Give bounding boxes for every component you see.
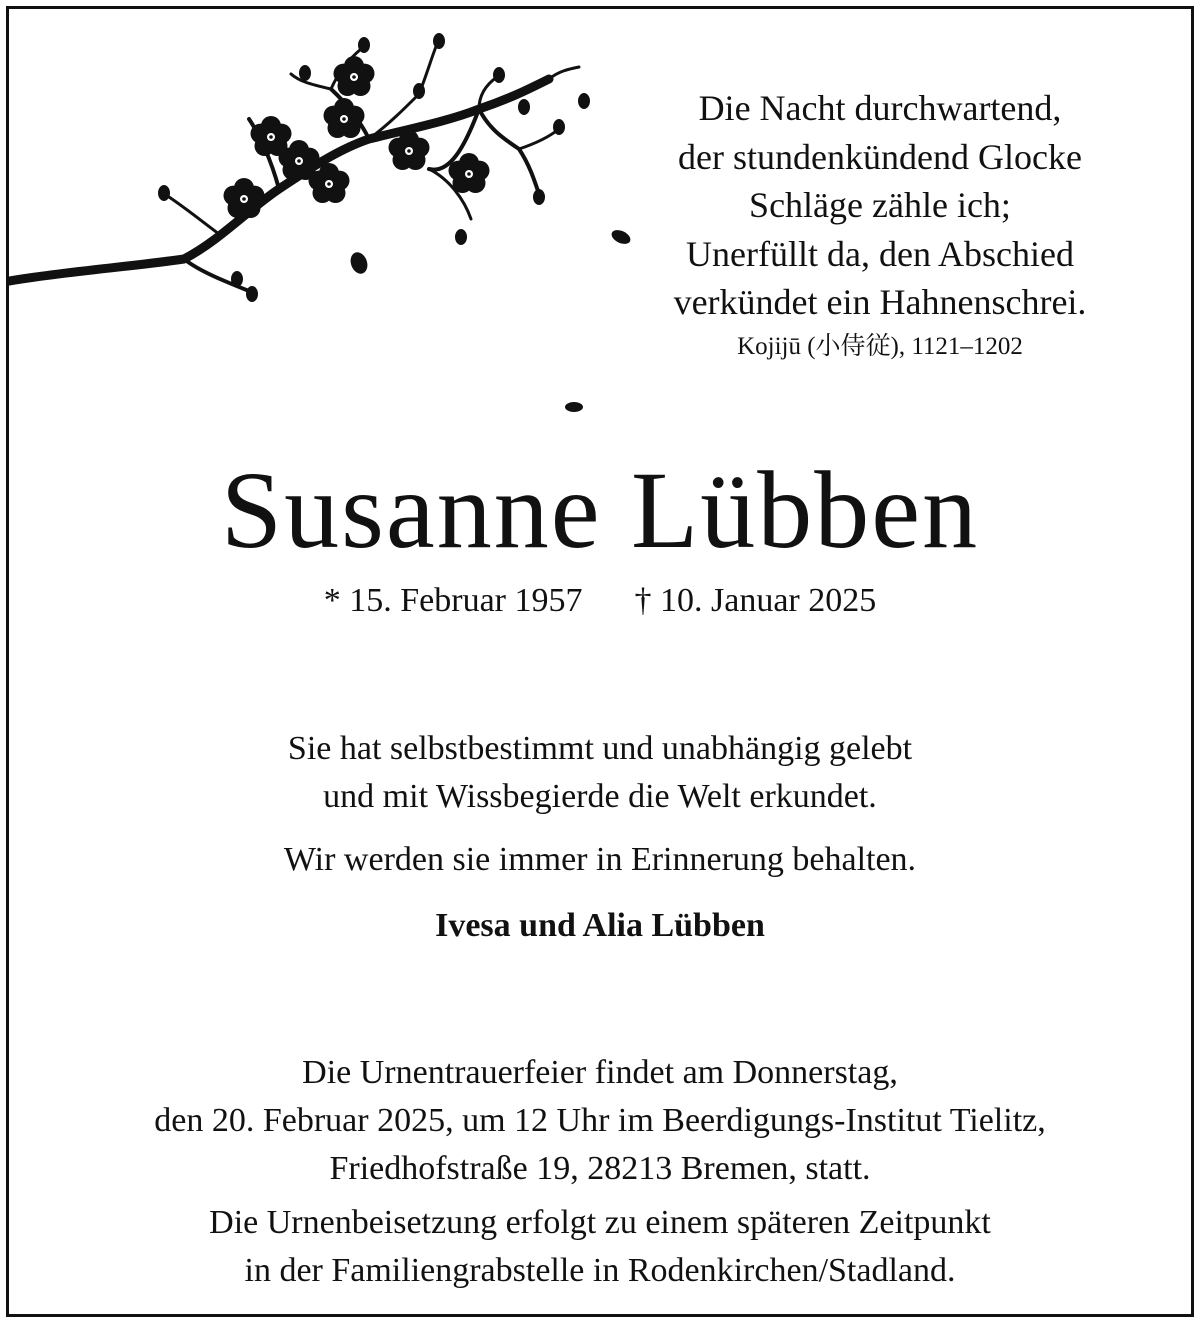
ceremony-text	[0, 1049, 1200, 1193]
birth-date: * 15. Februar 1957	[323, 582, 583, 619]
burial-text	[0, 1199, 1200, 1295]
poem-line: Schläge zähle ich;	[749, 185, 1011, 225]
ceremony-line: Friedhofstraße 19, 28213 Bremen, statt.	[329, 1150, 871, 1187]
ceremony-line: Die Urnentrauerfeier findet am Donnerstag,	[302, 1054, 898, 1091]
deceased-name: Susanne Lübben	[220, 449, 980, 571]
signature-line: Ivesa und Alia Lübben	[435, 907, 765, 944]
poem-line: verkündet ein Hahnenschrei.	[673, 282, 1087, 322]
remembrance-line: Wir werden sie immer in Erinnerung behalten.	[283, 841, 917, 878]
signature	[0, 902, 1200, 950]
burial-line: Die Urnenbeisetzung erfolgt zu einem späteren Zeitpunkt	[209, 1204, 991, 1241]
tribute-text	[0, 725, 1200, 821]
poem-line: Unerfüllt da, den Abschied	[686, 233, 1074, 274]
tribute-line: Sie hat selbstbestimmt und unabhängig gelebt	[287, 730, 913, 767]
ceremony-line: den 20. Februar 2025, um 12 Uhr im Beerdigungs-Institut Tielitz,	[154, 1102, 1046, 1139]
cherry-blossom-branch-icon	[9, 9, 649, 429]
poem-line: Die Nacht durchwartend,	[698, 88, 1062, 128]
poem-line: der stundenkündend Glocke	[678, 136, 1082, 177]
life-dates	[0, 577, 1200, 625]
death-date: † 10. Januar 2025	[634, 582, 877, 619]
remembrance-text	[0, 836, 1200, 884]
tribute-line: und mit Wissbegierde die Welt erkundet.	[323, 778, 877, 815]
poem	[560, 84, 1200, 365]
poem-attribution: Kojijū (小侍従), 1121–1202	[737, 332, 1023, 360]
burial-line: in der Familiengrabstelle in Rodenkirchen/Stadland.	[244, 1252, 956, 1289]
